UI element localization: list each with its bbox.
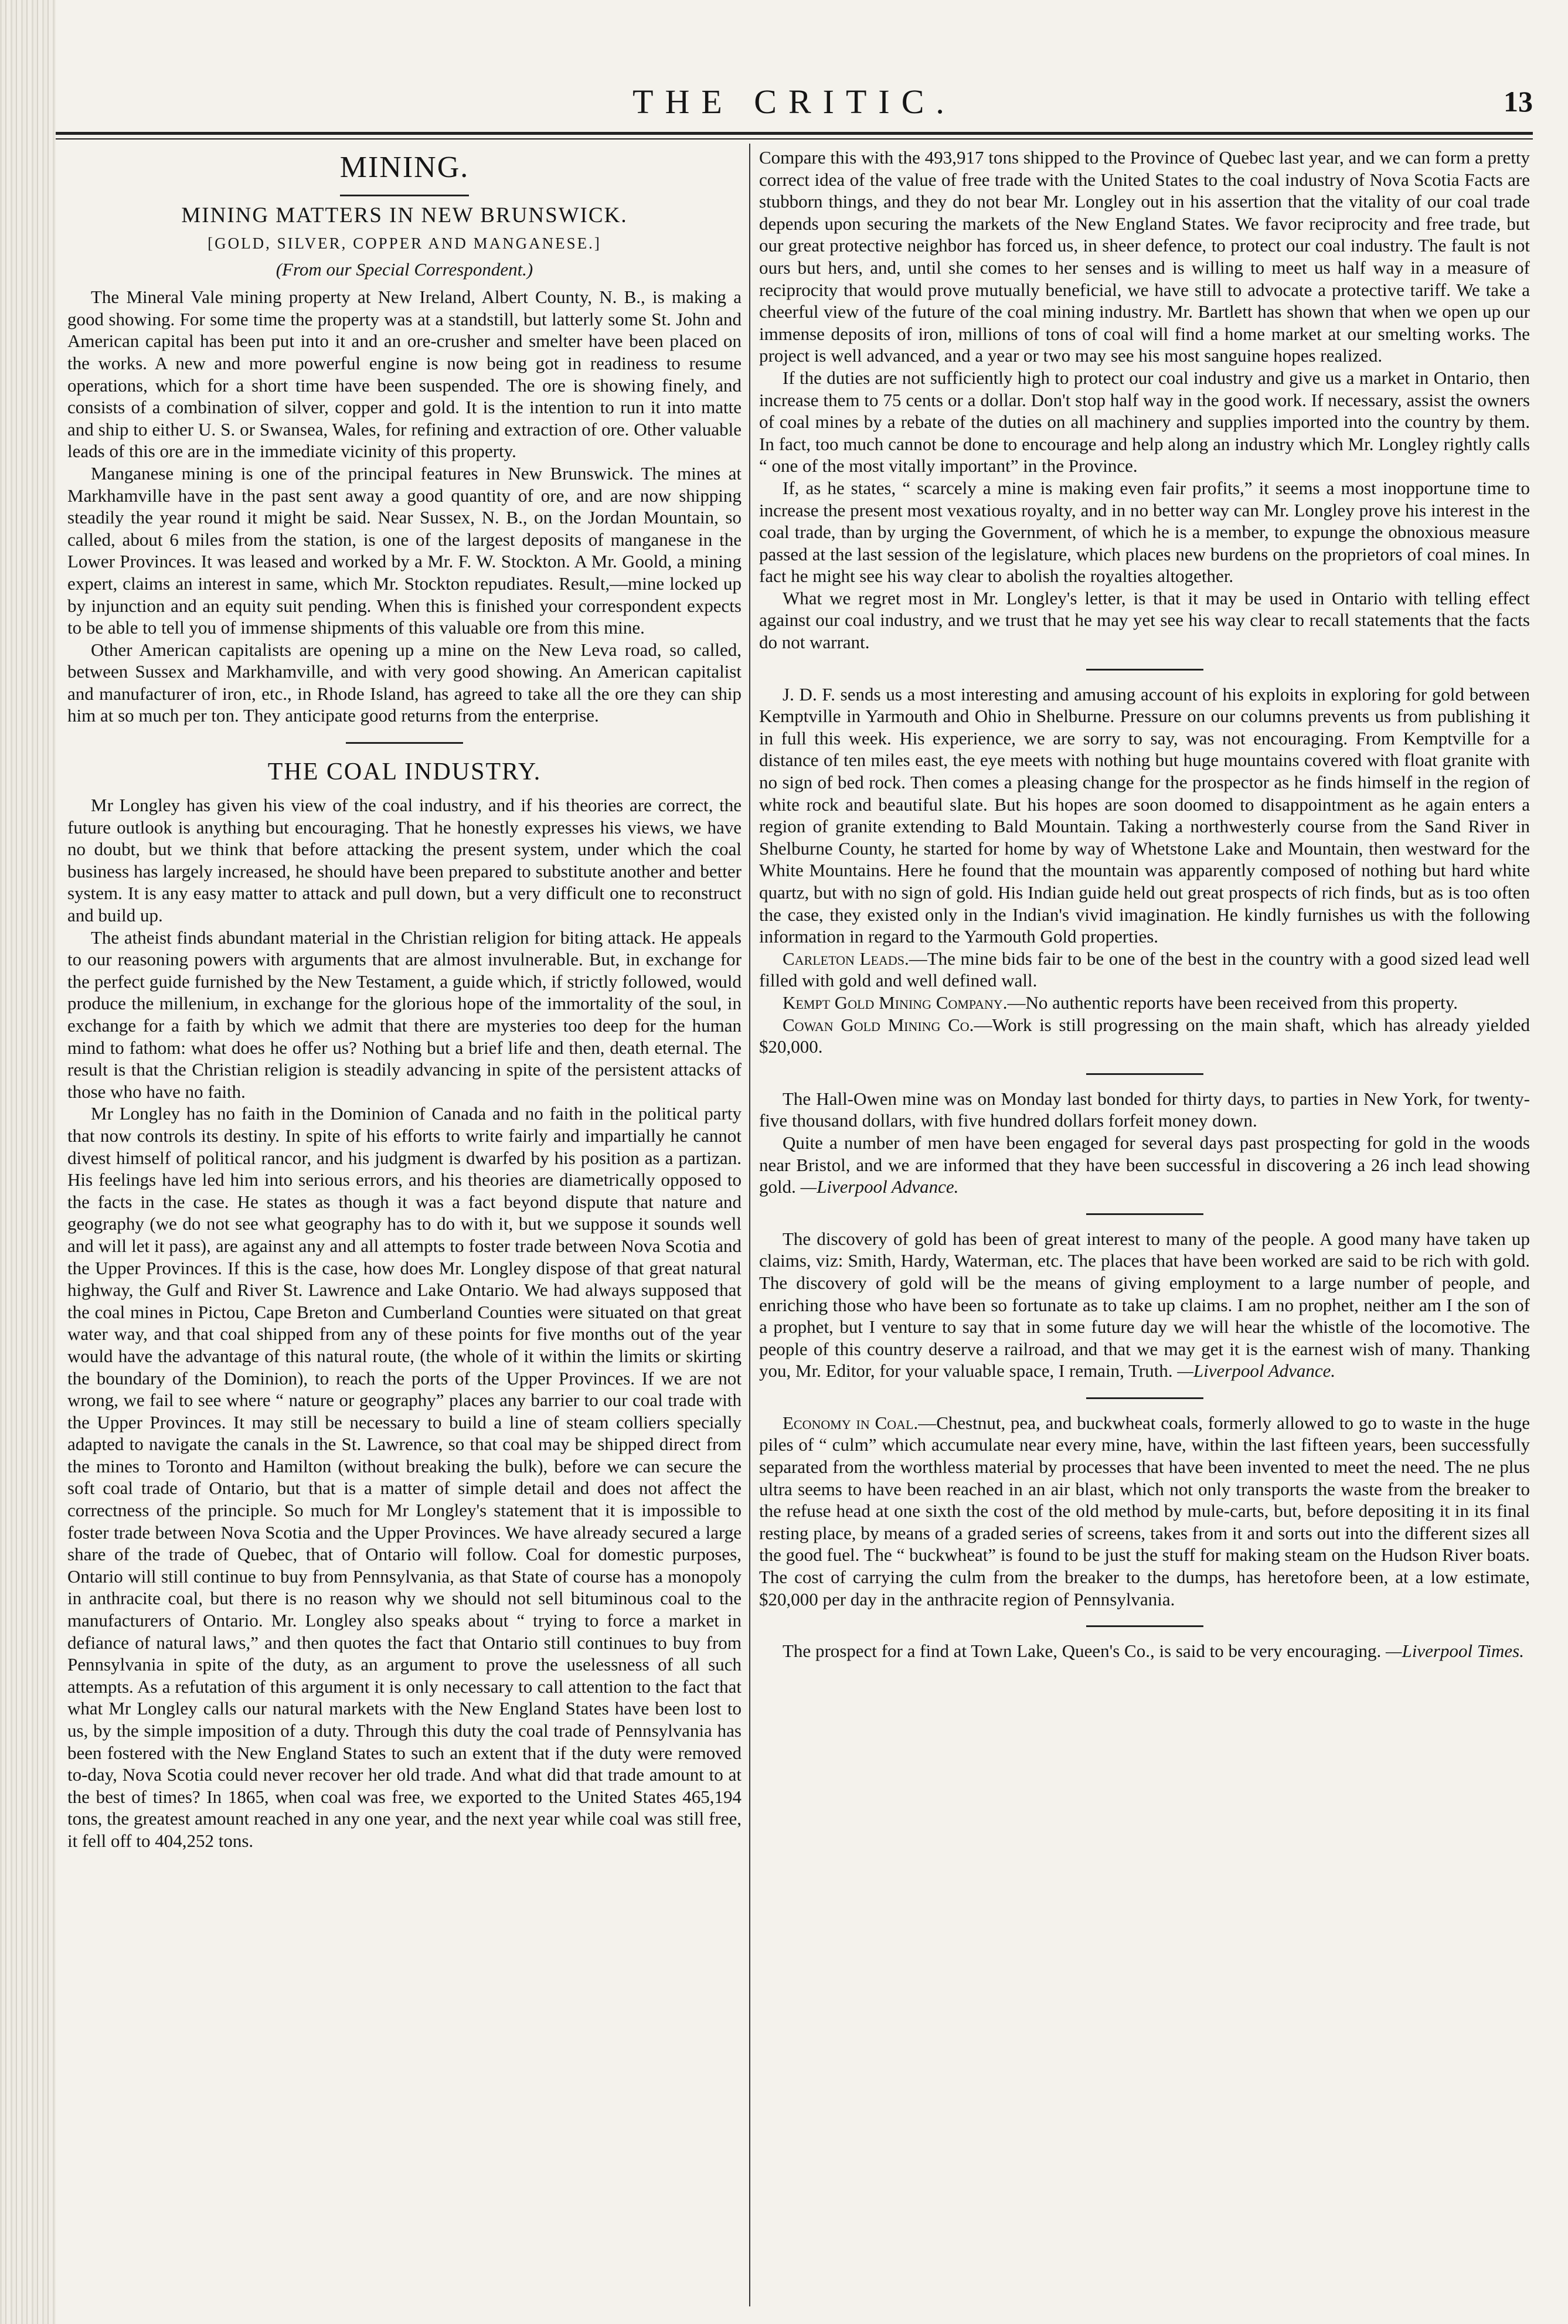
page-header (56, 82, 1533, 129)
section-rule (340, 195, 469, 196)
paragraph (759, 1228, 1530, 1382)
paragraph: The atheist finds abundant material in the Christian religion for biting attack. He appeals to our reasoning powers with arguments that are almost invulnerable. But, in exchange for the perfect guide furnished by the New Testament, a guide which, if strictly followed, would produce the millenium, in exchange for the glorious hope of the immortality of the soul, in exchange for a faith by which we admit that there are mysteries too deep for the human mind to fathom: what does he offer us? Nothing but a brief life and then, death eternal. The result is that the Christian religion is steadily advancing in spite of the persistent attacks of those who have no faith. (67, 927, 742, 1102)
paragraph-text: Quite a number of men have been engaged for several days past prospecting for gold in the woods near Bristol, and we are informed that they have been successful in discovering a 26 inch lead showing gold. (759, 1132, 1530, 1197)
item-text: —No authentic reports have been received from this property. (1007, 992, 1458, 1013)
article-subtitle: [GOLD, SILVER, COPPER AND MANGANESE.] (208, 234, 601, 252)
paragraph: If, as he states, “ scarcely a mine is making even fair profits,” it seems a most inopportune time to increase the present most vexatious royalty, and in no better way can Mr. Longley prove his interest in the coal trade, than by urging the Government, of which he is a member, to expunge the obnoxious measure passed at the last session of the legislature, which places new burdens on the proprietors of coal mines. In fact he might see his way clear to abolish the royalties altogether. (759, 477, 1530, 587)
item-text: —Chestnut, pea, and buckwheat coals, formerly allowed to go to waste in the huge piles of “ culm” which accumulate near every mine, have, within the last fifteen years, been successfully separated from the worthless material by processes that have been invented to meet the need. The ne plus ultra seems to have been reached in an air blast, which not only transports the waste from the breaker to the refuse head at one sixth the cost of the old method by mule-carts, but, before depositing it in its final resting place, by means of a graded series of screens, takes from it and sorts out into the different sizes all the good fuel. The “ buckwheat” is found to be just the stuff for making steam on the Hudson River boats. The cost of carrying the culm from the breaker to the dumps, has heretofore been, at a low estimate, $20,000 per day in the anthracite region of Pennsylvania. (759, 1412, 1530, 1610)
news-item (759, 1412, 1530, 1610)
paragraph-text: The discovery of gold has been of great interest to many of the people. A good many have taken up claims, viz: Smith, Hardy, Waterman, etc. The places that have been worked are said to be rich with gold. The discovery of gold will be the means of giving employment to a large number of people, and enriching those who have been so fortunate as to take up claims. I am no prophet, neither am I the son of a prophet, but I venture to say that in some future day we will hear the whistle of the locomotive. The people of this country deserve a railroad, and that we may get it is the earnest wish of many. Thanking you, Mr. Editor, for your valuable space, I remain, Truth. (759, 1228, 1530, 1382)
news-item (759, 948, 1530, 992)
item-label: Kempt Gold Mining Company. (783, 992, 1008, 1013)
right-column (759, 147, 1530, 2303)
news-item (759, 992, 1530, 1014)
separator-rule (1086, 1213, 1203, 1215)
paragraph: Mr Longley has no faith in the Dominion of Canada and no faith in the political party that now controls its destiny. In spite of his efforts to write fairly and impartially he cannot divest himself of political rancor, and his judgment is dwarfed by his position as a partizan. His feelings have led him into serious errors, and his theories are diametrically opposed to the facts in the case. He states as though it was a fact beyond dispute that nature and geography (we do not see what geography has to do with it, but we suppose it sounds well and will let it pass), are against any and all attempts to foster trade between Nova Scotia and the Upper Provinces. If this is the case, how does Mr. Longley dispose of that great natural highway, the Gulf and River St. Lawrence and Lake Ontario. We had always supposed that the coal mines in Pictou, Cape Breton and Cumberland Counties were situated on that great water way, and that coal shipped from any of these points for five months out of the year would have the advantage of this natural route, (the whole of it within the limits or skirting the boundary of the Dominion), to reach the ports of the Upper Provinces. If we are not wrong, we fail to see where “ nature or geography” places any barrier to our coal trade with the Upper Provinces. It may still be necessary to build a line of steam colliers specially adapted to navigate the canals in the St. Lawrence, so that coal may be shipped direct from the mines to Toronto and Hamilton (without breaking the bulk), before we can secure the soft coal trade of Ontario, but that is a matter of simple detail and does not affect the correctness of the principle. So much for Mr Longley's statement that it is impossible to foster trade between Nova Scotia and the Upper Provinces. We have already secured a large share of the trade of Quebec, that of Ontario will follow. Coal for domestic purposes, Ontario will still continue to buy from Pennsylvania, as that State of course has a monopoly in anthracite coal, but there is no reason why we should not sell bituminous coal to the manufacturers of Ontario. Mr. Longley also speaks about “ trying to force a market in defiance of natural laws,” and then quotes the fact that Ontario still continues to buy from Pennsylvania in spite of the duty, as an argument to prove the uselessness of all such attempts. As a refutation of this argument it is only necessary to call attention to the fact that what Mr Longley calls our natural markets with the New England States have been lost to us, by the simple imposition of a duty. Through this duty the coal trade of Pennsylvania has been fostered with the New England States to such an extent that if the duty were removed to-day, Nova Scotia could never recover her old trade. And what did that trade amount to at the best of times? In 1865, when coal was free, we exported to the United States 465,194 tons, the greatest amount reached in any one year, and the next year while coal was still free, it fell off to 404,252 tons. (67, 1103, 742, 1851)
header-rule (56, 132, 1533, 135)
page-number: 13 (1504, 85, 1533, 118)
news-item (759, 1014, 1530, 1058)
item-label: Economy in Coal. (783, 1412, 919, 1433)
left-column (67, 147, 742, 2303)
paragraph-text: The prospect for a find at Town Lake, Queen's Co., is said to be very encouraging. (783, 1641, 1382, 1662)
paragraph: Manganese mining is one of the principal features in New Brunswick. The mines at Markhamville have in the past sent away a good quantity of ore, and are now shipping steadily the year round it might be said. Near Sussex, N. B., on the Jordan Mountain, so called, about 6 miles from the station, is one of the largest deposits of manganese in the Lower Provinces. It was leased and worked by a Mr. F. W. Stockton. A Mr. Goold, a mining expert, claims an interest in same, which Mr. Stockton repudiates. Result,—mine locked up by injunction and an equity suit pending. When this is finished your correspondent expects to be able to tell you of immense shipments of this valuable ore from this mine. (67, 462, 742, 638)
separator-rule (1086, 669, 1203, 671)
binding-edge (0, 0, 56, 2324)
separator-rule (346, 742, 463, 744)
paragraph (759, 1132, 1530, 1198)
paragraph: The Mineral Vale mining property at New Ireland, Albert County, N. B., is making a good showing. For some time the property was at a standstill, but latterly some St. John and American capital has been put into it and an ore-crusher and smelter have been placed on the works. A new and more powerful engine is now being got in readiness to resume operations, which for a short time have been suspended. The ore is showing finely, and consists of a combination of silver, copper and gold. It is the intention to run it into matte and ship to either U. S. or Swansea, Wales, for refining and extraction of ore. Other valuable leads of this ore are in the immediate vicinity of this property. (67, 287, 742, 462)
article-title: THE COAL INDUSTRY. (267, 758, 542, 786)
paragraph: Other American capitalists are opening up a mine on the New Leva road, so called, between Sussex and Markhamville, and with very good showing. An American capitalist and manufacturer of iron, etc., in Rhode Island, has agreed to take all the ore they can ship him at so much per ton. They anticipate good returns from the enterprise. (67, 639, 742, 726)
item-text: —The mine bids fair to be one of the best in the country with a good sized lead well filled with gold and well defined wall. (759, 948, 1530, 991)
item-text: —Work is still progressing on the main shaft, which has already yielded $20,000. (759, 1014, 1530, 1057)
paragraph: Compare this with the 493,917 tons shipped to the Province of Quebec last year, and we can form a pretty correct idea of the value of free trade with the United States to the coal industry of Nova Scotia Facts are stubborn things, and they do not bear Mr. Longley out in his assertion that the vitality of our coal trade depends upon securing the markets of the New England States. We favor reciprocity and free trade, but our great protective neighbor has forced us, in sheer defence, to protect our coal industry. The fault is not ours but hers, and, until she comes to her senses and is willing to meet us half way in a measure of reciprocity that would prove mutually beneficial, we have still to advocate a protective tariff. We take a cheerful view of the future of the coal mining industry. Mr. Bartlett has shown that when we open up our immense deposits of iron, millions of tons of coal will find a home market at our smelting works. The project is well advanced, and a year or two may see his most sanguine hopes realized. (759, 147, 1530, 366)
paragraph (759, 1640, 1530, 1662)
masthead: THE CRITIC. (632, 83, 956, 121)
separator-rule (1086, 1625, 1203, 1627)
item-label: Cowan Gold Mining Co. (783, 1014, 974, 1035)
header-rule-thin (56, 138, 1533, 139)
separator-rule (1086, 1397, 1203, 1399)
source-credit: —Liverpool Advance. (800, 1176, 959, 1197)
source-credit: —Liverpool Advance. (1177, 1360, 1336, 1382)
paragraph: The Hall-Owen mine was on Monday last bonded for thirty days, to parties in New York, for twenty-five thousand dollars, with five hundred dollars forfeit money down. (759, 1088, 1530, 1131)
separator-rule (1086, 1073, 1203, 1075)
paragraph: J. D. F. sends us a most interesting and amusing account of his exploits in exploring for gold between Kemptville in Yarmouth and Ohio in Shelburne. Pressure on our columns prevents us from publishing it in full this week. His experience, we are sorry to say, was not encouraging. From Kemptville for a distance of ten miles east, the eye meets with nothing but huge mountains covered with float granite with no sign of bed rock. Then comes a pleasing change for the prospector as he finds himself in the region of white rock and beautiful slate. But his hopes are soon doomed to disappointment as he again enters a region of granite extending to Bald Mountain. Taking a northwesterly course from the Sand River in Shelburne County, he started for home by way of Whetstone Lake and Mountain, then westward for the White Mountains. Here he found that the mountain was apparently composed of nothing but hard white quartz, but with no sign of gold. His Indian guide held out great prospects of rich finds, but as is too often the case, they existed only in the Indian's vivid imagination. He kindly furnishes us with the following information in regard to the Yarmouth Gold properties. (759, 683, 1530, 947)
article-byline: (From our Special Correspondent.) (275, 258, 533, 280)
column-divider (749, 144, 750, 2306)
item-label: Carleton Leads. (783, 948, 909, 969)
article-title: MINING MATTERS IN NEW BRUNSWICK. (181, 203, 628, 227)
section-title: MINING. (339, 151, 470, 184)
paragraph: If the duties are not sufficiently high to protect our coal industry and give us a market in Ontario, then increase them to 75 cents or a dollar. Don't stop half way in the good work. If necessary, assist the owners of coal mines by a rebate of the duties on all machinery and supplies imported into the country by them. In fact, too much cannot be done to encourage and help along an industry which Mr. Longley rightly calls “ one of the most vitally important” in the Province. (759, 367, 1530, 477)
paragraph: What we regret most in Mr. Longley's letter, is that it may be used in Ontario with telling effect against our coal industry, and we trust that he may yet see his way clear to recall statements that the facts do not warrant. (759, 587, 1530, 653)
source-credit: —Liverpool Times. (1386, 1641, 1524, 1662)
paragraph: Mr Longley has given his view of the coal industry, and if his theories are correct, the future outlook is anything but encouraging. That he honestly expresses his views, we have no doubt, but we think that before attacking the present system, under which the coal business has largely increased, he should have been prepared to substitute another and better system. It is any easy matter to attack and pull down, but a very difficult one to reconstruct and build up. (67, 795, 742, 926)
